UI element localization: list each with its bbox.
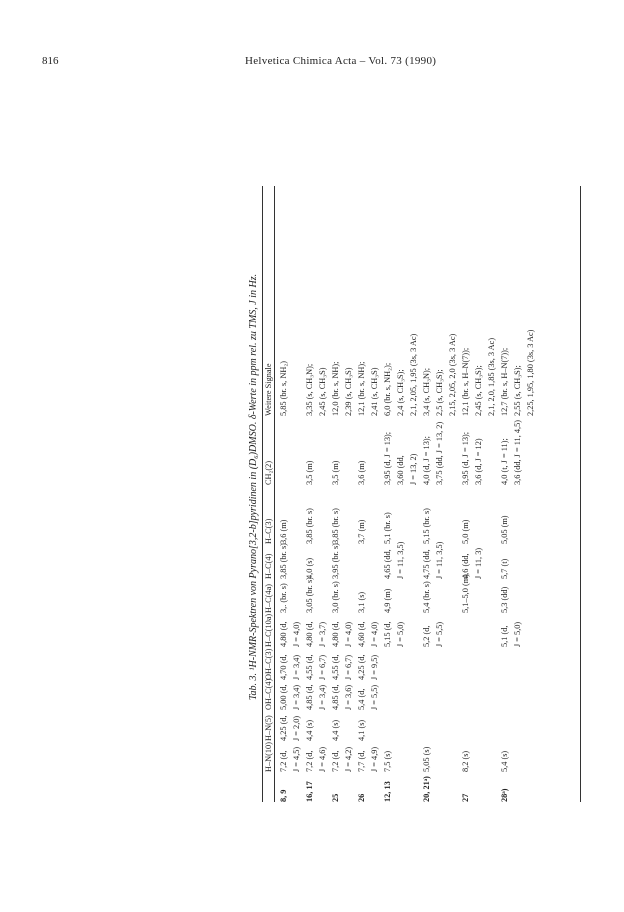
table-cell: 4,55 (d, xyxy=(305,654,314,680)
table-cell: 3,85 (br. s) xyxy=(331,508,340,544)
table-cell: 5,4 (br. s) xyxy=(422,581,431,613)
table-caption: Tab. 3. ¹H-NMR-Spektren von Pyrano[3,2-b]pyridinen in (D₆)DMSO. δ-Werte in ppm rel. zu TMS, J in Hz. xyxy=(248,273,259,701)
page-number: 816 xyxy=(42,55,59,67)
table-cell: 7,2 (d, xyxy=(279,750,288,772)
table-cell: J = 4,6) xyxy=(317,746,327,772)
table-cell: 2,5 (s, CH₃S); xyxy=(434,369,444,416)
table-cell: 5,05 (s) xyxy=(422,746,431,772)
table-cell: 4,80 (d, xyxy=(305,621,314,647)
column-header: H–C(10a) xyxy=(264,613,273,647)
column-header: CH₂(2) xyxy=(264,460,273,485)
table-cell: 2,25, 1,95, 1,80 (3s, 3 Ac) xyxy=(525,329,535,416)
table-cell: 5,00 (d, xyxy=(279,684,288,710)
table-cell: 2,41 (s, CH₃S) xyxy=(369,367,379,416)
table-cell: 3,7 (m) xyxy=(357,519,366,544)
row-compound-id: 20, 21ᵃ) xyxy=(422,776,431,802)
table-cell: 4,65 (dd, xyxy=(383,549,392,579)
row-compound-id: 26 xyxy=(357,793,366,802)
table-cell: 2,45 (s, CH₃S) xyxy=(317,367,327,416)
table-cell: 3,35 (s, CH₃N); xyxy=(305,363,314,416)
table-cell: 2,1, 2,0, 1,85 (3s, 3 Ac) xyxy=(486,337,496,416)
table-cell: J = 3,7) xyxy=(317,621,327,647)
column-header: OH–C(4) xyxy=(264,678,273,710)
table-cell: J = 3,4) xyxy=(317,684,327,710)
column-header: H–N(5) xyxy=(264,715,273,741)
table-cell: 3,6 (dd, J = 11, 4,5) xyxy=(512,420,522,485)
table-cell: 4,80 (d, xyxy=(279,621,288,647)
table-cell: 4,4 (s) xyxy=(331,719,340,741)
table-cell: J = 13, 2) xyxy=(408,453,418,485)
table-cell: 3,6 (m) xyxy=(357,460,366,485)
table-cell: 3,95 (d, J = 13); xyxy=(383,431,392,485)
table-cell: J = 5,0) xyxy=(512,621,522,647)
table-cell: 4,0 (s) xyxy=(305,557,314,579)
table-cell: 4,4 (s) xyxy=(305,719,314,741)
column-header: H–C(3) xyxy=(264,518,273,544)
table-cell: 4,25 (d, xyxy=(279,715,288,741)
table-cell: J = 3,4) xyxy=(291,654,301,680)
table-cell: 3,6 (m) xyxy=(279,519,288,544)
table-cell: J = 4,0) xyxy=(343,621,353,647)
table-cell: J = 5,5) xyxy=(369,684,379,710)
table-cell: 3,05 (br. s) xyxy=(305,577,314,613)
table-cell: 4,1 (s) xyxy=(357,719,366,741)
table-cell: J = 6,7) xyxy=(317,654,327,680)
table-cell: J = 2,0) xyxy=(291,715,301,741)
table-cell: 4,0 (t, J = 11); xyxy=(500,438,509,485)
table-cell: 4,9 (m) xyxy=(383,588,392,613)
table-cell: 7,2 (d, xyxy=(305,750,314,772)
row-compound-id: 8, 9 xyxy=(279,789,288,802)
table-cell: 5,1 (br. s) xyxy=(383,512,392,544)
row-compound-id: 27 xyxy=(461,793,470,802)
table-cell: 4,70 (d, xyxy=(279,654,288,680)
column-header: Weitere Signale xyxy=(264,363,273,416)
table-cell: 7,7 (d, xyxy=(357,750,366,772)
table-cell: 3,85 (br. s) xyxy=(305,508,314,544)
table-cell: 6,0 (br. s, NH₂); xyxy=(383,362,392,416)
table-cell: 2,55 (s, CH₃S); xyxy=(512,365,522,416)
table-cell: 8,2 (s) xyxy=(461,750,470,772)
table-cell: 5,7 (t) xyxy=(500,558,509,579)
table-cell: 3,95 (br. s) xyxy=(331,543,340,579)
table-cell: 5,4 (s) xyxy=(500,750,509,772)
table-cell: J = 5,5) xyxy=(434,621,444,647)
table-cell: 5,0 (m) xyxy=(461,519,470,544)
table-cell: 3,85 (br. s) xyxy=(279,543,288,579)
table-cell: J = 11, 3,5) xyxy=(434,541,444,579)
table-cell: J = 3,4) xyxy=(291,684,301,710)
row-compound-id: 12, 13 xyxy=(383,781,392,802)
table-cell: 5,2 (d, xyxy=(422,625,431,647)
table-cell: 4,85 (d, xyxy=(305,684,314,710)
table-cell: J = 4,0) xyxy=(369,621,379,647)
table-cell: 4,0 (d, J = 13); xyxy=(422,436,431,485)
table-cell: 3,75 (dd, J = 13, 2) xyxy=(434,421,444,485)
nmr-table xyxy=(240,172,582,802)
journal-header: Helvetica Chimica Acta – Vol. 73 (1990) xyxy=(245,55,437,67)
table-cell: 5,4 (d, xyxy=(357,688,366,710)
table-cell: J = 11, 3) xyxy=(473,547,483,579)
table-cell: 3,5 (m) xyxy=(305,460,314,485)
table-cell: J = 4,2) xyxy=(343,746,353,772)
table-cell: 3,4 (s, CH₃N); xyxy=(422,367,431,416)
table-cell: 12,1 (br. s, H–N(7)); xyxy=(461,347,470,416)
table-cell: 5,1 (d, xyxy=(500,625,509,647)
column-header: H–C(4) xyxy=(264,553,273,579)
table-cell: J = 4,9) xyxy=(369,746,379,772)
table-cell: 3,. (br. s) xyxy=(279,583,288,613)
table-cell: 2,45 (s, CH₃S); xyxy=(473,365,483,416)
table-cell: J = 3,6) xyxy=(343,684,353,710)
table-cell: 4,25 (d, xyxy=(357,654,366,680)
table-cell: J = 9,5) xyxy=(369,654,379,680)
table-cell: 3,95 (d, J = 13); xyxy=(461,431,470,485)
table-cell: 7,2 (d, xyxy=(331,750,340,772)
table-cell: J = 6,7) xyxy=(343,654,353,680)
table-bottom-rule xyxy=(580,186,581,802)
table-cell: 4,80 (d, xyxy=(331,621,340,647)
row-compound-id: 16, 17 xyxy=(305,781,314,802)
column-header: H–N(10) xyxy=(264,742,273,772)
table-cell: 5,1–5,0 (m) xyxy=(461,574,470,613)
table-cell: 5,3 (dd) xyxy=(500,586,509,613)
table-cell: 3,60 (dd, xyxy=(395,455,405,485)
table-cell: 2,1, 2,05, 1,95 (3s, 3 Ac) xyxy=(408,333,418,416)
row-compound-id: 28ᵃ) xyxy=(500,788,509,802)
table-cell: 4,85 (d, xyxy=(331,684,340,710)
table-cell: 2,39 (s, CH₃S) xyxy=(343,367,353,416)
table-cell: 12,1 (br. s, NH); xyxy=(357,361,366,416)
table-cell: 5,15 (d, xyxy=(383,621,392,647)
column-header: H–C(4a) xyxy=(264,583,273,613)
table-cell: 5,15 (br. s) xyxy=(422,508,431,544)
table-cell: 5,05 (m) xyxy=(500,515,509,544)
table-cell: J = 4,5) xyxy=(291,746,301,772)
table-cell: 4,55 (d, xyxy=(331,654,340,680)
table-cell: 2,4 (s, CH₃S); xyxy=(395,369,405,416)
table-cell: 5,85 (br. s, NH₂) xyxy=(279,361,288,416)
table-cell: 3,1 (s) xyxy=(357,591,366,613)
table-cell: 4,60 (d, xyxy=(357,621,366,647)
table-cell: J = 5,0) xyxy=(395,621,405,647)
table-cell: 12,7 (br. s, H–N(7)); xyxy=(500,347,509,416)
table-cell: 3,6 (d, J = 12) xyxy=(473,438,483,485)
table-cell: 3,5 (m) xyxy=(331,460,340,485)
table-cell: J = 11, 3,5) xyxy=(395,541,405,579)
table-cell: 4,6 (dd, xyxy=(461,553,470,579)
table-cell: 7,5 (s) xyxy=(383,750,392,772)
row-compound-id: 25 xyxy=(331,793,340,802)
column-header: OH–C(3) xyxy=(264,648,273,680)
table-cell: 2,15, 2,05, 2,0 (3s, 3 Ac) xyxy=(447,333,457,416)
table-cell: 4,75 (dd, xyxy=(422,549,431,579)
table-cell: 3,0 (br. s) xyxy=(331,581,340,613)
table-cell: J = 4,0) xyxy=(291,621,301,647)
table-cell: 12,0 (br. s, NH); xyxy=(331,361,340,416)
